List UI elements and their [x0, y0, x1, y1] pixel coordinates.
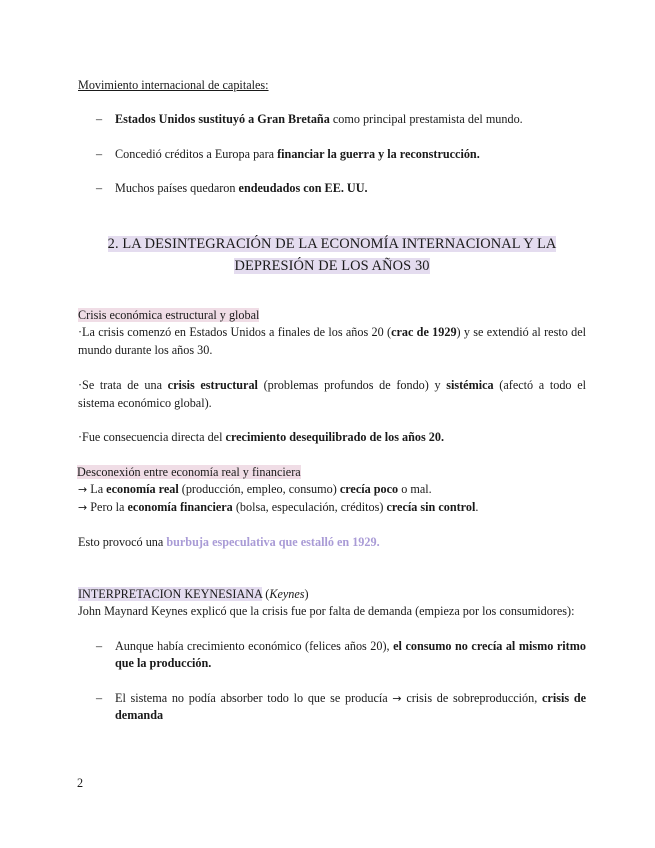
para-text: Esto provocó una	[78, 535, 167, 549]
dash-bullet: –	[96, 691, 103, 705]
list-item	[96, 690, 586, 724]
paragraph-keynes-intro: John Maynard Keynes explicó que la crisis fue por falta de demanda (empieza por los consumidores):	[78, 604, 575, 618]
paragraph-consecuencia	[78, 429, 586, 447]
line-economia-financiera	[78, 499, 586, 517]
bold-text: crisis estructural	[167, 378, 258, 392]
bold-text: crac de 1929	[391, 325, 457, 339]
subtitle-desconexion-text: Desconexión entre economía real y financiera	[77, 465, 301, 479]
para-text: ) y se extendió al resto del mundo durante los años 30.	[78, 325, 586, 357]
para-text: ·Se trata de una	[78, 378, 168, 392]
para-text: ·La crisis comenzó en Estados Unidos a finales de los años 20 (	[78, 325, 392, 339]
subtitle-crisis	[78, 307, 259, 324]
line-economia-real	[78, 481, 586, 499]
list-item	[96, 146, 586, 163]
list-text: El sistema no podía absorber todo lo que se producía	[115, 691, 393, 705]
list-item	[96, 111, 586, 128]
bold-text: financiar la guerra y la reconstrucción.	[277, 147, 480, 161]
keynes-title: INTERPRETACION KEYNESIANA	[78, 587, 263, 601]
bold-text: crecía poco	[339, 482, 399, 496]
bold-text: crecía sin control	[386, 500, 476, 514]
list-item	[96, 638, 586, 672]
bold-text: crisis de demanda	[115, 691, 587, 722]
dash-bullet: –	[96, 147, 103, 161]
paren: (	[262, 587, 270, 601]
bold-text: crecimiento desequilibrado de los años 20.	[225, 430, 445, 444]
page-number: 2	[77, 776, 84, 790]
list-item	[96, 180, 586, 197]
heading-line-1: 2. LA DESINTEGRACIÓN DE LA ECONOMÍA INTERNACIONAL Y LA	[107, 236, 557, 252]
bold-text: economía real	[106, 482, 179, 496]
list-text: Aunque había crecimiento económico (felices años 20),	[115, 639, 394, 653]
dash-bullet: –	[96, 112, 103, 126]
dash-bullet: –	[96, 181, 103, 195]
list-text: Concedió créditos a Europa para	[115, 147, 278, 161]
list-text: Muchos países quedaron	[115, 181, 239, 195]
bold-text: economía financiera	[127, 500, 233, 514]
arrow-icon: →	[78, 501, 88, 514]
list-text: como principal prestamista del mundo.	[329, 112, 523, 126]
list-text: crisis de sobreproducción,	[401, 691, 543, 705]
paragraph-crac	[78, 324, 586, 359]
arrow-icon: →	[392, 692, 402, 705]
bold-text: Estados Unidos sustituyó a Gran Bretaña	[115, 112, 330, 126]
para-text: (problemas profundos de fondo) y	[257, 378, 447, 392]
para-text: .	[475, 500, 479, 514]
subtitle-crisis-text: Crisis económica estructural y global	[78, 308, 260, 322]
paren: )	[304, 587, 309, 601]
bold-text: sistémica	[446, 378, 494, 392]
subtitle-desconexion	[77, 464, 301, 481]
arrow-icon: →	[78, 483, 88, 496]
paragraph-estructural	[78, 377, 586, 412]
bold-text: endeudados con EE. UU.	[238, 181, 368, 195]
para-text: La	[87, 482, 107, 496]
paragraph-burbuja	[78, 534, 586, 552]
subtitle-keynes	[78, 586, 309, 603]
section-title-capitales: Movimiento internacional de capitales:	[78, 78, 269, 92]
accent-text: burbuja especulativa que estalló en 1929.	[166, 535, 380, 549]
para-text: o mal.	[398, 482, 432, 496]
para-text: (bolsa, especulación, créditos)	[232, 500, 387, 514]
section-heading	[78, 233, 586, 277]
heading-line-2: DEPRESIÓN DE LOS AÑOS 30	[234, 258, 430, 274]
para-text: ·Fue consecuencia directa del	[78, 430, 226, 444]
dash-bullet: –	[96, 639, 103, 653]
bold-text: el consumo no crecía al mismo ritmo que la producción.	[115, 639, 586, 670]
para-text: (afectó a todo el sistema económico global).	[78, 378, 586, 410]
para-text: Pero la	[87, 500, 128, 514]
para-text: (producción, empleo, consumo)	[178, 482, 340, 496]
italic-text: Keynes	[269, 587, 305, 601]
